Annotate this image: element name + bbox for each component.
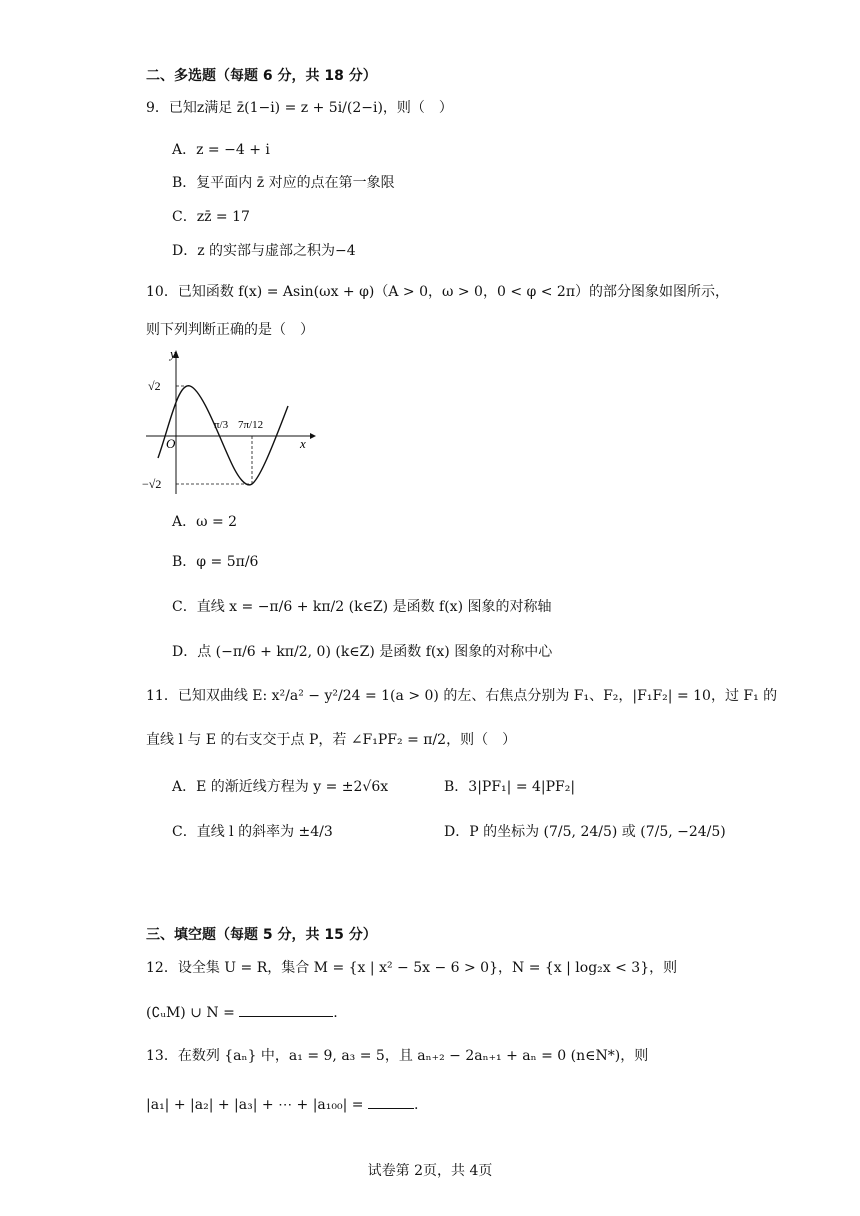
question-11-stem-line1: 11．已知双曲线 E: x²/a² − y²/24 = 1(a > 0) 的左、右焦点分别为 F₁、F₂，|F₁F₂| = 10，过 F₁ 的	[146, 688, 778, 704]
question-11-option-a: A．E 的渐近线方程为 y = ±2√6x	[172, 779, 389, 795]
pi-over-3-label: π/3	[214, 419, 229, 431]
min-value-label: −√2	[142, 477, 162, 491]
question-13-period: .	[413, 1097, 419, 1113]
question-11-stem-line2: 直线 l 与 E 的右支交于点 P，若 ∠F₁PF₂ = π/2，则（ ）	[146, 732, 517, 748]
question-10-option-d: D．点 (−π/6 + kπ/2, 0) (k∈Z) 是函数 f(x) 图象的对称中心	[172, 644, 553, 660]
question-9-stem: 9．已知z满足 z̄(1−i) = z + 5i/(2−i)，则（ ）	[146, 100, 453, 116]
question-13-expression: |a₁| + |a₂| + |a₃| + ⋯ + |a₁₀₀| =	[146, 1097, 364, 1113]
question-10-stem-line2: 则下列判断正确的是（ ）	[146, 322, 314, 338]
sine-graph-figure	[140, 344, 320, 504]
question-10-stem-line1: 10．已知函数 f(x) = Asin(ωx + φ)（A > 0，ω > 0，0 < φ < 2π）的部分图象如图所示，	[146, 284, 730, 300]
question-12-stem-line2	[146, 1002, 338, 1023]
question-12-expression: (∁ᵤM) ∪ N =	[146, 1005, 235, 1021]
seven-pi-over-12-label: 7π/12	[238, 419, 264, 431]
question-9-option-d: D．z 的实部与虚部之积为−4	[172, 243, 356, 259]
question-12-answer-blank[interactable]	[239, 1002, 333, 1017]
x-axis-label: x	[300, 436, 306, 451]
question-12-stem-line1: 12．设全集 U = R，集合 M = {x | x² − 5x − 6 > 0}，N = {x | log₂x < 3}，则	[146, 960, 678, 976]
question-9-option-b: B．复平面内 z̄ 对应的点在第一象限	[172, 175, 395, 191]
question-12-period: .	[333, 1005, 338, 1021]
question-13-answer-blank[interactable]	[368, 1094, 414, 1109]
question-9-option-a: A．z = −4 + i	[172, 142, 270, 158]
section-title-fill-in: 三、填空题（每题 5 分，共 15 分）	[146, 927, 377, 943]
y-axis-label: y	[170, 346, 176, 361]
question-11-option-d: D．P 的坐标为 (7/5, 24/5) 或 (7/5, −24/5)	[444, 824, 726, 840]
question-10-option-c: C．直线 x = −π/6 + kπ/2 (k∈Z) 是函数 f(x) 图象的对称轴	[172, 599, 552, 615]
question-11-option-b: B．3|PF₁| = 4|PF₂|	[444, 779, 576, 795]
origin-label: O	[166, 436, 176, 451]
question-13-stem-line1: 13．在数列 {aₙ} 中，a₁ = 9, a₃ = 5，且 aₙ₊₂ − 2aₙ₊₁ + aₙ = 0 (n∈N*)，则	[146, 1048, 649, 1064]
question-13-stem-line2	[146, 1094, 418, 1115]
question-10-option-b: B．φ = 5π/6	[172, 554, 259, 570]
section-title-multiple-choice: 二、多选题（每题 6 分，共 18 分）	[146, 68, 377, 84]
question-9-option-c: C．zz̄ = 17	[172, 209, 250, 225]
sine-curve	[158, 386, 288, 485]
page-footer: 试卷第 2页，共 4页	[367, 1163, 493, 1179]
question-10-option-a: A．ω = 2	[172, 514, 238, 530]
max-value-label: √2	[148, 379, 161, 393]
question-11-option-c: C．直线 l 的斜率为 ±4/3	[172, 824, 333, 840]
x-axis-arrow	[310, 433, 316, 439]
